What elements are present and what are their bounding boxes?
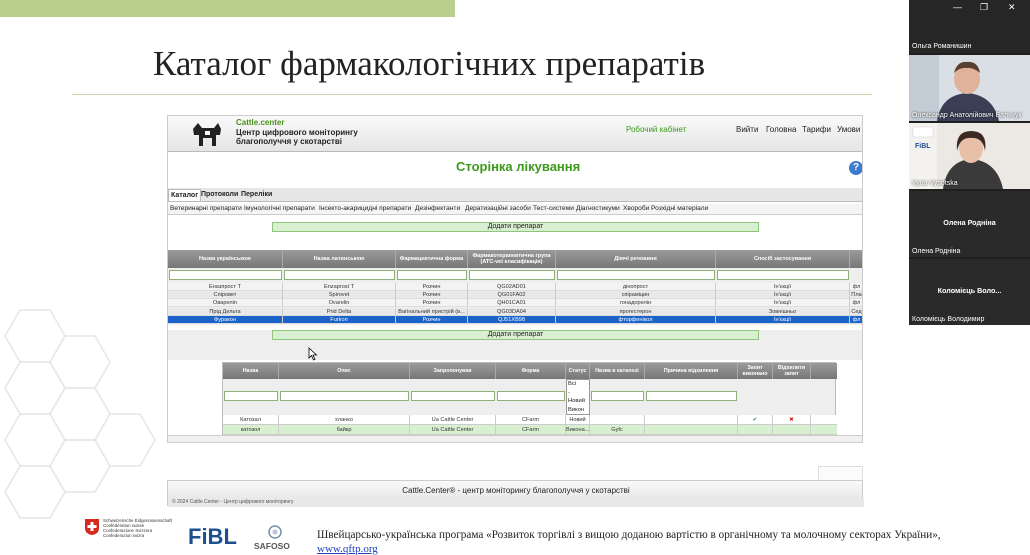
requests-grid [222, 362, 836, 435]
filter2-reason[interactable] [646, 391, 737, 401]
subtab-consumables[interactable]: Розхідні матеріали [651, 205, 709, 212]
table-cell: спіраміцин [556, 291, 716, 299]
col2-catalog[interactable]: Назва в каталозі [590, 363, 645, 379]
participant-tile-4[interactable] [909, 191, 1030, 257]
approve-icon[interactable] [738, 425, 773, 435]
partner-logos [82, 517, 312, 554]
col2-reason[interactable]: Причина відхилення [645, 363, 738, 379]
request-cell: Ua Cattle Center [410, 425, 496, 435]
app-window [167, 115, 863, 443]
participant-tile-3[interactable] [909, 123, 1030, 189]
table-cell: Ін'єкції [716, 283, 850, 291]
mouse-cursor-icon [308, 347, 318, 361]
request-cell: Катозал [223, 415, 279, 425]
request-cell: CFarm [496, 425, 566, 435]
col2-desc[interactable]: Опис [279, 363, 410, 379]
drugs-grid [168, 250, 863, 325]
help-icon[interactable]: ? [849, 161, 863, 175]
filter-name-ua[interactable] [169, 270, 282, 280]
filter-form[interactable] [397, 270, 467, 280]
hexagon-decoration [0, 300, 170, 554]
add-drug-button-2[interactable]: Додати препарат [272, 330, 759, 340]
request-cell: Новий [566, 415, 590, 425]
table-cell: QG01FA02 [468, 291, 556, 299]
tab-protocols[interactable]: Протоколи [201, 191, 239, 198]
participant-label-4: Олена Родніна [943, 218, 996, 227]
col-usage[interactable]: Спосіб застосування [716, 250, 850, 268]
table-cell: Розчин [396, 316, 468, 324]
participant-name-1: Ольга Романишин [912, 43, 972, 50]
app-header [168, 116, 863, 152]
table-cell: Овареліn [168, 299, 283, 307]
swiss-cross-icon [84, 518, 100, 536]
slide-title: Каталог фармакологічних препаратів [153, 44, 706, 83]
table-cell: фл [850, 299, 863, 307]
table-cell: Зовнішньо [716, 308, 850, 316]
participant-tile-5[interactable] [909, 259, 1030, 325]
col-name-lat[interactable]: Назва латинською [283, 250, 396, 268]
col2-name[interactable]: Назва [223, 363, 279, 379]
program-link[interactable]: www.qftp.org [317, 543, 378, 555]
request-row[interactable] [223, 425, 837, 435]
table-cell: Prid Delta [283, 308, 396, 316]
table-cell: прогестерон [556, 308, 716, 316]
participant-tile-2[interactable] [909, 55, 1030, 121]
table-cell: Прід Дельта [168, 308, 283, 316]
col-extra[interactable] [850, 250, 863, 268]
request-cell: Gyfc [590, 425, 645, 435]
table-cell: Розчин [396, 291, 468, 299]
add-drug-button[interactable]: Додати препарат [272, 222, 759, 232]
request-cell: CFarm [496, 415, 566, 425]
table-cell: фторфенікол [556, 316, 716, 324]
participant-name-2: Олександр Анатолійович Вальчук [912, 112, 1022, 119]
nav-terms[interactable]: Умови [837, 125, 861, 134]
title-divider [72, 94, 872, 95]
col2-proposed[interactable]: Запропонував [410, 363, 496, 379]
nav-logout[interactable]: Вийти [736, 125, 759, 134]
table-cell: дінопрост [556, 283, 716, 291]
table-cell: Сед [850, 308, 863, 316]
request-cell: байкр [279, 425, 410, 435]
table-cell: Ovarelin [283, 299, 396, 307]
footer-text: Cattle.Center® - центр моніторингу благополуччя у скотарстві [402, 486, 630, 495]
filter-usage[interactable] [717, 270, 849, 280]
table-row[interactable] [168, 299, 863, 307]
table-row[interactable] [168, 291, 863, 299]
minimize-icon[interactable]: — [953, 2, 962, 12]
participant-name-4: Олена Родніна [912, 248, 961, 255]
table-cell: Вагінальний пристрій (в... [396, 308, 468, 316]
participant-name-5: Коломієць Володимир [912, 316, 985, 323]
table-cell: гонадорелін [556, 299, 716, 307]
status-option-all[interactable]: Всі [568, 381, 577, 387]
request-cell: хланко [279, 415, 410, 425]
table-cell: QH01CA01 [468, 299, 556, 307]
nav-tariffs[interactable]: Тарифи [802, 125, 831, 134]
tab-lists[interactable]: Переліки [241, 191, 273, 198]
participant-tile-1[interactable] [909, 0, 1030, 53]
filter2-name[interactable] [224, 391, 278, 401]
table-row[interactable] [168, 308, 863, 316]
swiss-line-2: Confédération suisse [103, 523, 145, 528]
participant-label-5: Коломієць Воло... [937, 286, 1002, 295]
filter-name-lat[interactable] [284, 270, 395, 280]
filter2-catalog[interactable] [591, 391, 644, 401]
status-option-done[interactable]: Викон [568, 406, 585, 413]
video-call-panel [909, 0, 1030, 325]
approve-icon[interactable]: ✔ [738, 415, 773, 425]
table-cell: Ін'єкції [716, 299, 850, 307]
table-cell: Розчин [396, 299, 468, 307]
table-cell: Ін'єкції [716, 316, 850, 324]
horizontal-scrollbar[interactable] [168, 435, 863, 443]
requests-grid-header [223, 363, 837, 379]
filter-active[interactable] [557, 270, 715, 280]
safoso-logo: SAFOSO [254, 541, 290, 551]
safoso-icon [268, 525, 282, 539]
swiss-line-1: Schweizerische Eidgenossenschaft [103, 518, 172, 523]
table-row[interactable] [168, 316, 863, 324]
status-option-new[interactable]: Новий [568, 398, 585, 404]
tab-catalog[interactable]: Каталог [168, 189, 201, 201]
table-cell: QJ51XB98 [468, 316, 556, 324]
table-cell: Фуракон [168, 316, 283, 324]
footer-copyright: © 2024 Cattle.Center - Центр цифрового моніторингу [168, 498, 864, 507]
col2-form[interactable]: Форма [496, 363, 566, 379]
request-cell: Викона... [566, 427, 590, 433]
brand-name[interactable]: Cattle.center [236, 118, 285, 127]
col2-status[interactable]: Статус [566, 363, 590, 379]
request-row[interactable] [223, 415, 837, 425]
filter2-proposed[interactable] [411, 391, 495, 401]
status-option-none[interactable]: - [568, 389, 570, 396]
cow-logo-icon [190, 119, 226, 149]
table-cell: Пла [850, 291, 863, 299]
table-cell: Spirovet [283, 291, 396, 299]
table-cell: QG02AD01 [468, 283, 556, 291]
svg-text:FiBL: FiBL [915, 143, 931, 150]
brand-subtitle: Центр цифрового моніторингу благополуччя у скотарстві [236, 128, 358, 146]
table-cell: фл [850, 283, 863, 291]
col-atc[interactable]: Фармакотерапевтична група (ATC-vet класифікація) [468, 250, 556, 268]
col2-reject[interactable]: Відхилити запит [773, 363, 811, 379]
fibl-logo: FiBL [188, 524, 237, 549]
request-cell [645, 425, 738, 435]
subtab-insecto[interactable]: Інсекто-акарицидні препарати [319, 205, 412, 212]
nav-home[interactable]: Головна [766, 125, 797, 134]
swiss-line-3: Confederazione Svizzera [103, 528, 153, 533]
table-cell: Розчин [396, 283, 468, 291]
filter2-form[interactable] [497, 391, 565, 401]
table-row[interactable] [168, 283, 863, 291]
restore-icon[interactable]: ❐ [980, 2, 989, 12]
main-tabs [168, 188, 863, 202]
col-active[interactable]: Діючі речовини [556, 250, 716, 268]
table-cell: Ін'єкції [716, 291, 850, 299]
nav-cabinet[interactable]: Робочий кабінет [626, 125, 687, 134]
col2-done[interactable]: Запит виконано [738, 363, 773, 379]
request-cell: катозол [223, 425, 279, 435]
col-name-ua[interactable]: Назва українською [168, 250, 283, 268]
subtab-diagnostics[interactable]: Діагностикуми [576, 205, 620, 212]
reject-icon[interactable]: ✖ [773, 415, 811, 425]
subtab-vet-drugs[interactable]: Ветеринарні препарати [170, 205, 242, 212]
subtab-deratization[interactable]: Дератизаційні засоби [465, 205, 531, 212]
table-cell: Enzaprost T [283, 283, 396, 291]
subtab-test-systems[interactable]: Тест-системи [533, 205, 574, 212]
reject-icon[interactable] [773, 425, 811, 435]
table-cell: фл [850, 316, 863, 324]
close-icon[interactable]: ✕ [1008, 2, 1016, 12]
page-title: Сторінка лікування [456, 159, 581, 174]
program-text: Швейцарсько-українська програма «Розвиток торгівлі з вищою доданою вартістю в органічному та молочному секторах України», [317, 529, 941, 541]
filter-atc[interactable] [469, 270, 555, 280]
participant-name-3: Iryna Vysotska [912, 180, 958, 187]
status-filter-select[interactable] [566, 379, 590, 415]
col-form[interactable]: Фармацевтична форма [396, 250, 468, 268]
subtab-diseases[interactable]: Хвороби [623, 205, 650, 212]
subtab-immuno[interactable]: Імунологічні препарати [244, 205, 315, 212]
filter2-desc[interactable] [280, 391, 409, 401]
slide-top-bar [0, 0, 455, 17]
request-cell [590, 415, 645, 425]
swiss-line-4: Confederaziun svizra [103, 533, 145, 538]
request-cell: Ua Cattle Center [410, 415, 496, 425]
request-cell [645, 415, 738, 425]
table-cell: Еназпрост Т [168, 283, 283, 291]
subtab-disinfectants[interactable]: Дезінфектанти [415, 205, 461, 212]
app-footer [167, 480, 863, 506]
sub-tabs [168, 204, 863, 215]
table-cell: QG03DA04 [468, 308, 556, 316]
table-cell: Спіровет [168, 291, 283, 299]
table-cell: Furkon [283, 316, 396, 324]
drugs-grid-header [168, 250, 863, 268]
